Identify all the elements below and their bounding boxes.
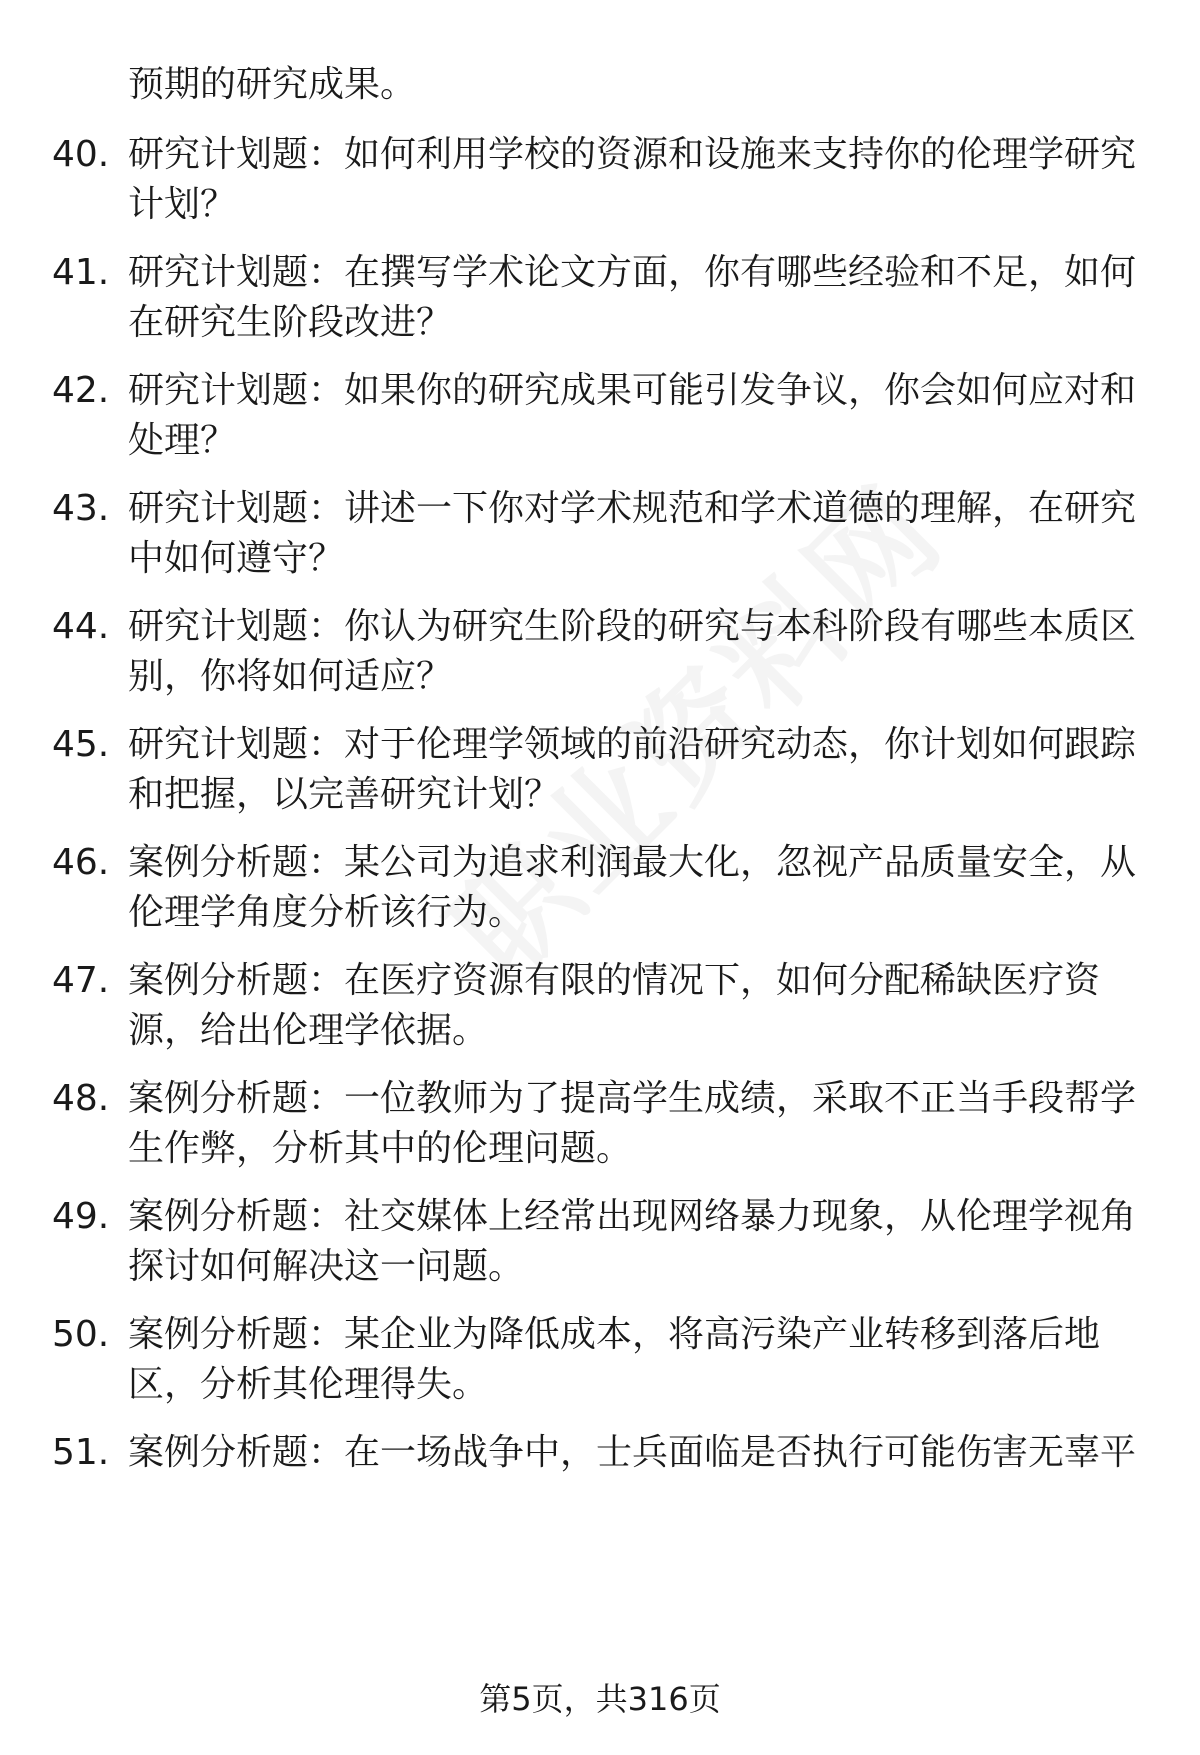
- question-number: 43.: [52, 488, 110, 529]
- question-text: 研究计划题：讲述一下你对学术规范和学术道德的理解，在研究中如何遵守？: [128, 488, 1137, 579]
- question-number: 49.: [52, 1196, 110, 1237]
- question-text: 案例分析题：一位教师为了提高学生成绩，采取不正当手段帮学生作弊，分析其中的伦理问题。: [128, 1078, 1137, 1169]
- question-number: 48.: [52, 1078, 110, 1119]
- question-number: 51.: [52, 1432, 110, 1473]
- question-number: 42.: [52, 370, 110, 411]
- question-number: 44.: [52, 606, 110, 647]
- continuation-text: 预期的研究成果。: [128, 64, 417, 105]
- question-text: 研究计划题：在撰写学术论文方面，你有哪些经验和不足，如何在研究生阶段改进？: [128, 252, 1137, 343]
- question-text: 研究计划题：对于伦理学领域的前沿研究动态，你计划如何跟踪和把握，以完善研究计划？: [128, 724, 1137, 815]
- question-number: 41.: [52, 252, 110, 293]
- question-text: 案例分析题：社交媒体上经常出现网络暴力现象，从伦理学视角探讨如何解决这一问题。: [128, 1196, 1137, 1287]
- question-text: 研究计划题：如何利用学校的资源和设施来支持你的伦理学研究计划？: [128, 134, 1137, 225]
- question-text: 案例分析题：某公司为追求利润最大化，忽视产品质量安全，从伦理学角度分析该行为。: [128, 842, 1137, 933]
- question-text: 案例分析题：在一场战争中，士兵面临是否执行可能伤害无辜平: [128, 1432, 1137, 1473]
- question-number: 47.: [52, 960, 110, 1001]
- page-footer: 第5页，共316页: [479, 1680, 721, 1718]
- question-text: 研究计划题：你认为研究生阶段的研究与本科阶段有哪些本质区别，你将如何适应？: [128, 606, 1137, 697]
- question-number: 45.: [52, 724, 110, 765]
- question-text: 案例分析题：在医疗资源有限的情况下，如何分配稀缺医疗资源，给出伦理学依据。: [128, 960, 1101, 1051]
- question-number: 46.: [52, 842, 110, 883]
- question-number: 40.: [52, 134, 110, 175]
- question-number: 50.: [52, 1314, 110, 1355]
- question-text: 案例分析题：某企业为降低成本，将高污染产业转移到落后地区，分析其伦理得失。: [128, 1314, 1101, 1405]
- question-text: 研究计划题：如果你的研究成果可能引发争议，你会如何应对和处理？: [128, 370, 1137, 461]
